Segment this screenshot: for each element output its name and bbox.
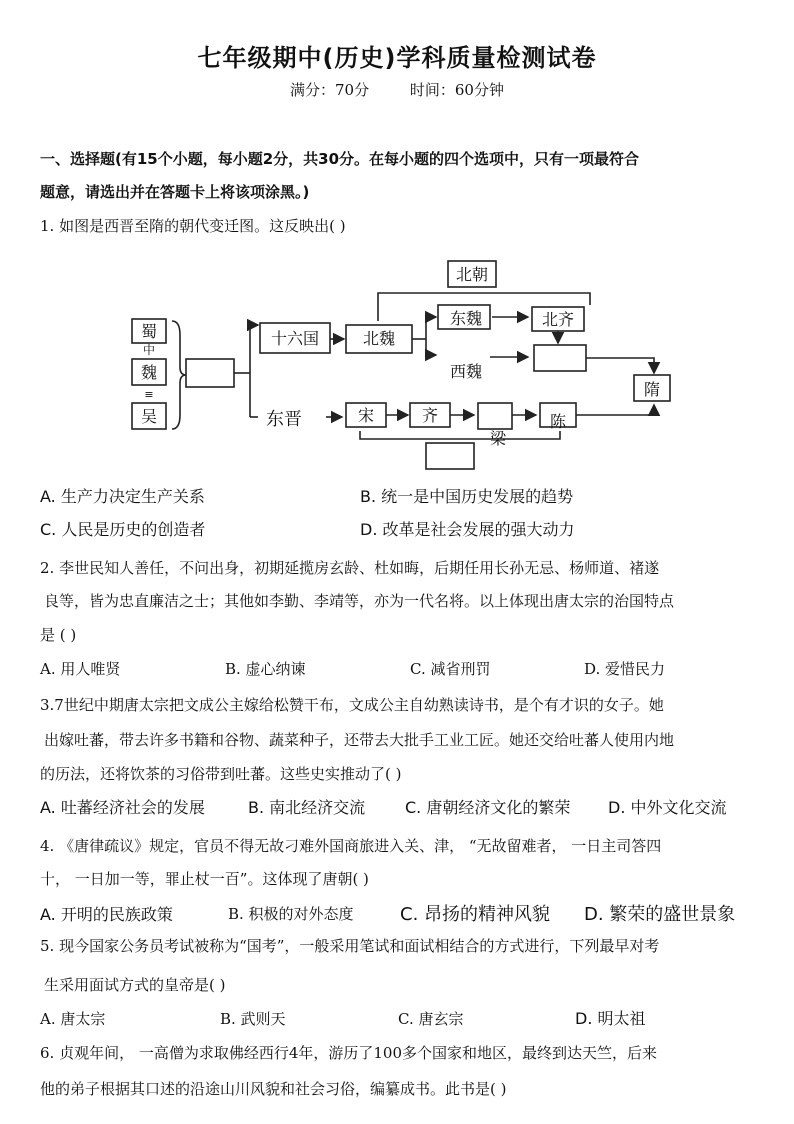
- label-eq: ≡: [144, 388, 154, 401]
- q3-option-b: B. 南北经济交流: [248, 798, 366, 817]
- exam-meta: [0, 79, 794, 100]
- q4-option-c: C. 昂扬的精神风貌: [400, 904, 551, 925]
- label-song: 宋: [357, 406, 375, 425]
- full-marks: 满分：70分: [290, 81, 370, 99]
- section-heading-line2: 题意，请选出并在答题卡上将该项涂黑。): [40, 183, 310, 201]
- q3-line1: 3.7世纪中期唐太宗把文成公主嫁给松赞干布，文成公主自幼熟读诗书，是个有才识的女子。她: [40, 696, 664, 714]
- label-liang: 梁: [489, 429, 507, 448]
- dynasty-change-diagram: [120, 255, 680, 475]
- label-qi: 齐: [421, 406, 439, 425]
- q1-option-a: A. 生产力决定生产关系: [40, 487, 205, 506]
- label-zhong: 中: [142, 343, 156, 357]
- q1-option-d: D. 改革是社会发展的强大动力: [360, 520, 575, 539]
- q3-option-d: D. 中外文化交流: [608, 798, 727, 817]
- exam-time: 时间：60分钟: [409, 81, 504, 99]
- q2-line3: 是 ( ): [40, 626, 77, 644]
- q5-line2: 生采用面试方式的皇帝是( ): [44, 976, 226, 994]
- label-sui: 隋: [643, 380, 661, 399]
- label-beiqi: 北齐: [541, 310, 575, 329]
- label-dongjin: 东晋: [266, 409, 302, 430]
- q1-option-c: C. 人民是历史的创造者: [40, 520, 206, 539]
- q1-text: 1. 如图是西晋至隋的朝代变迁图。这反映出( ): [40, 217, 346, 235]
- q4-option-b: B. 积极的对外态度: [228, 905, 354, 923]
- q5-option-c: C. 唐玄宗: [398, 1010, 464, 1028]
- section-heading-line1: 一、选择题(有15个小题，每小题2分，共30分。在每小题的四个选项中，只有一项最符合: [40, 150, 640, 168]
- page-title: 七年级期中(历史)学科质量检测试卷: [197, 44, 597, 72]
- label-xiwei: 西魏: [449, 362, 483, 381]
- q6-line2: 他的弟子根据其口述的沿途山川风貌和社会习俗，编纂成书。此书是( ): [40, 1080, 507, 1098]
- q6-line1: 6. 贞观年间， 一高僧为求取佛经西行4年，游历了100多个国家和地区，最终到达天竺，后来: [40, 1044, 658, 1062]
- q2-line2: 良等，皆为忠直廉洁之士；其他如李勤、李靖等，亦为一代名将。以上体现出唐太宗的治国特点: [44, 592, 675, 610]
- q5-option-b: B. 武则天: [220, 1010, 286, 1028]
- q2-option-b: B. 虚心纳谏: [225, 660, 306, 678]
- label-dongwei: 东魏: [449, 309, 483, 328]
- q2-option-a: A. 用人唯贤: [40, 660, 121, 678]
- label-wei: 魏: [140, 363, 158, 382]
- q5-option-d: D. 明太祖: [575, 1009, 646, 1028]
- label-sixteen-kingdoms: 十六国: [270, 329, 320, 348]
- q3-option-a: A. 吐蕃经济社会的发展: [40, 798, 205, 817]
- q4-option-d: D. 繁荣的盛世景象: [584, 904, 736, 925]
- q2-line1: 2. 李世民知人善任，不问出身，初期延揽房玄龄、杜如晦，后期任用长孙无忌、杨师道、褚遂: [40, 559, 660, 577]
- q3-line3: 的历法，还将饮茶的习俗带到吐蕃。这些史实推动了( ): [40, 765, 402, 783]
- q2-option-d: D. 爱惜民力: [584, 660, 666, 678]
- q3-option-c: C. 唐朝经济文化的繁荣: [405, 798, 571, 817]
- label-chen: 陈: [549, 412, 567, 431]
- q3-line2: 出嫁吐蕃，带去许多书籍和谷物、蔬菜种子，还带去大批手工业工匠。她还交给吐蕃人使用内地: [44, 731, 675, 749]
- q5-line1: 5. 现今国家公务员考试被称为“国考”，一般采用笔试和面试相结合的方式进行，下列最早对考: [40, 937, 660, 955]
- label-beiwei: 北魏: [362, 329, 396, 348]
- q2-option-c: C. 减省刑罚: [410, 660, 491, 678]
- q5-option-a: A. 唐太宗: [40, 1010, 106, 1028]
- label-shu: 蜀: [140, 322, 158, 341]
- q1-option-b: B. 统一是中国历史发展的趋势: [360, 487, 574, 506]
- q4-option-a: A. 开明的民族政策: [40, 905, 173, 924]
- label-wu: 吴: [140, 407, 158, 426]
- q4-line2: 十， 一日加一等，罪止杖一百”。这体现了唐朝( ): [40, 870, 369, 888]
- label-beichao: 北朝: [455, 265, 489, 284]
- q4-line1: 4. 《唐律疏议》规定，官员不得无故刁难外国商旅进入关、津， “无故留难者， 一日主司答四: [40, 837, 662, 855]
